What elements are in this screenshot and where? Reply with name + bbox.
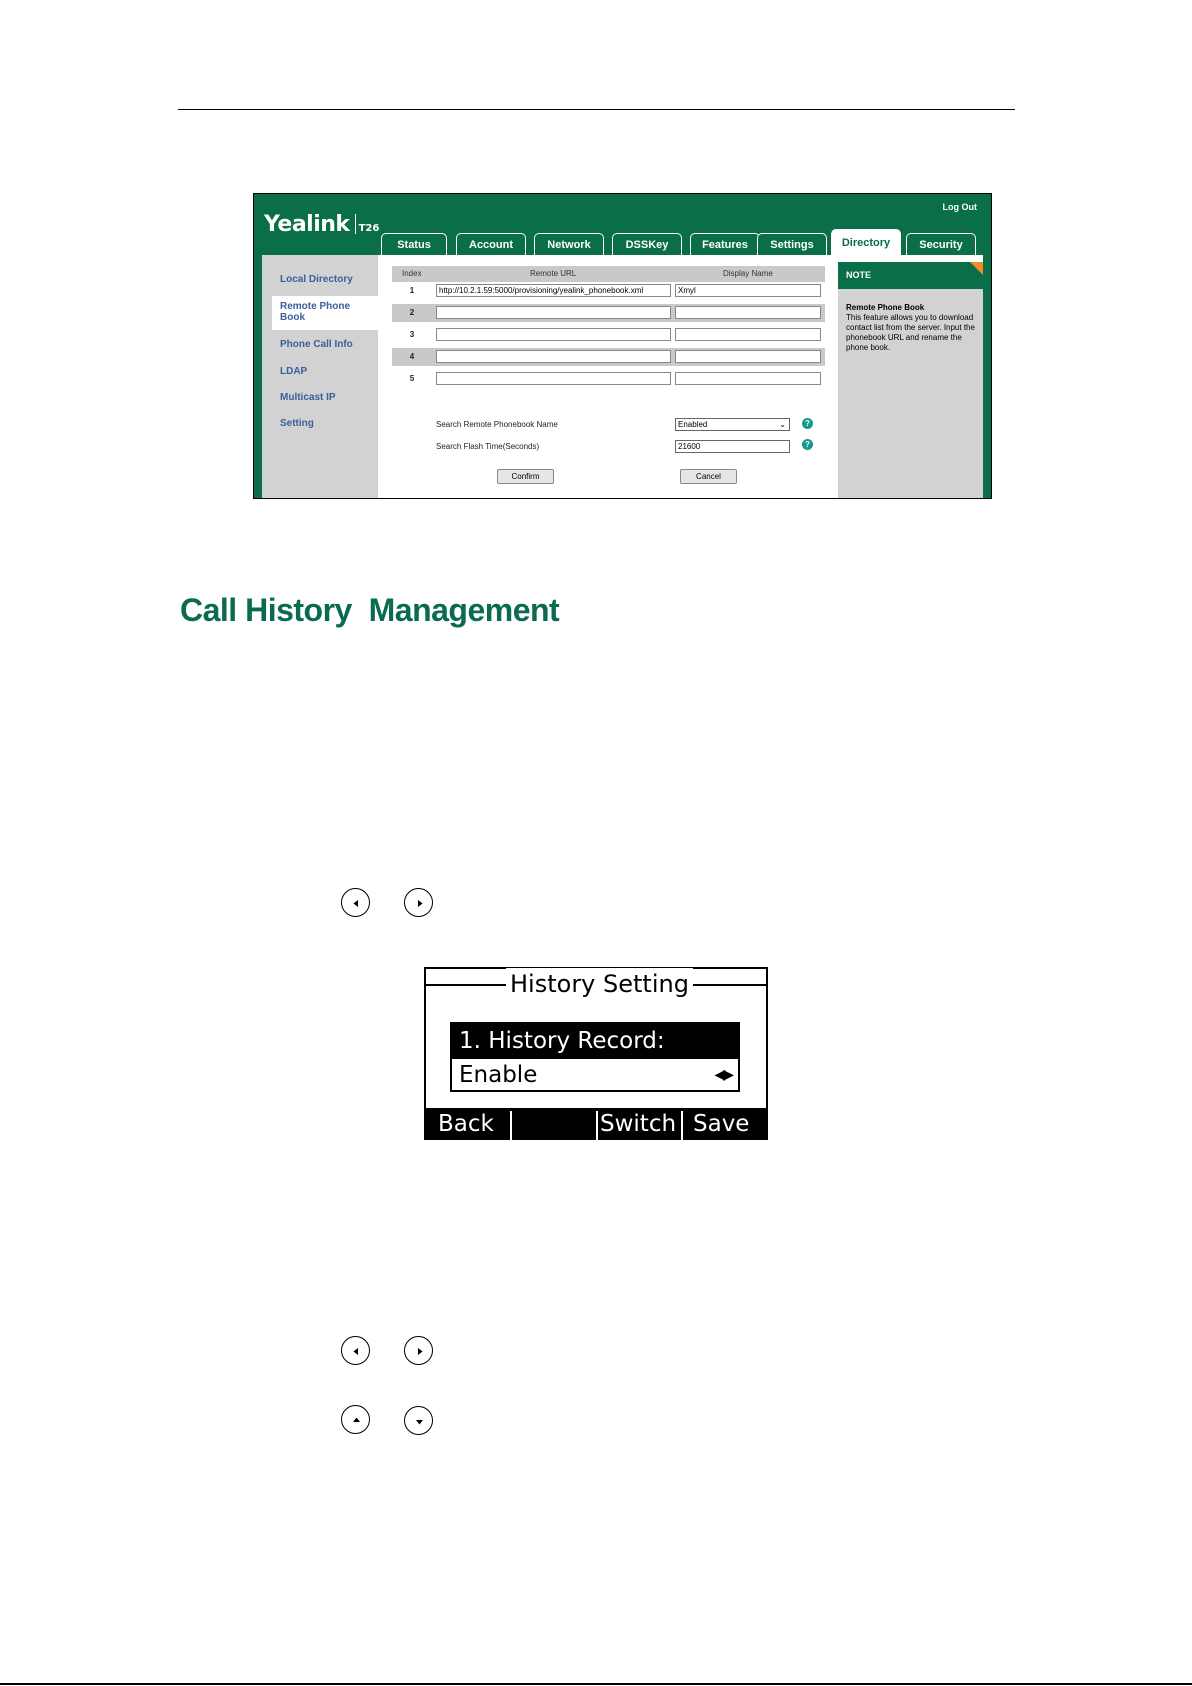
left-right-arrows-icon: ◀▶ bbox=[714, 1067, 732, 1083]
note-panel bbox=[838, 262, 983, 499]
row-index: 4 bbox=[409, 352, 415, 361]
nav-up-icon bbox=[341, 1405, 370, 1434]
footer-rule bbox=[0, 1683, 1192, 1685]
yealink-logo: Yealink T26 bbox=[264, 212, 380, 237]
nav-left-icon bbox=[341, 888, 370, 917]
logout-link[interactable]: Log Out bbox=[942, 202, 977, 212]
sidebar bbox=[262, 255, 378, 499]
note-header: NOTE bbox=[838, 262, 983, 289]
row-index: 3 bbox=[409, 330, 415, 339]
chevron-down-icon: ⌄ bbox=[779, 420, 786, 429]
nav-right-icon bbox=[404, 888, 433, 917]
flash-time-label: Search Flash Time(Seconds) bbox=[436, 442, 540, 451]
display-name-input[interactable] bbox=[675, 306, 821, 319]
tab-account[interactable]: Account bbox=[456, 233, 526, 255]
nav-down-icon bbox=[404, 1406, 433, 1435]
row-index: 1 bbox=[409, 286, 415, 295]
softkey-switch[interactable]: Switch bbox=[600, 1111, 677, 1137]
lcd-selected-item[interactable] bbox=[450, 1022, 740, 1092]
table-row bbox=[392, 304, 825, 322]
remote-url-input[interactable] bbox=[436, 306, 671, 319]
flash-time-input[interactable]: 21600 bbox=[675, 440, 790, 453]
table-row bbox=[392, 326, 825, 344]
confirm-button[interactable]: Confirm bbox=[497, 469, 554, 484]
note-corner bbox=[970, 262, 983, 275]
lcd-item-label: 1. History Record: bbox=[452, 1024, 738, 1059]
col-remote-url: Remote URL bbox=[530, 269, 577, 278]
display-name-input[interactable]: Xmyl bbox=[675, 284, 821, 297]
softkey-back[interactable]: Back bbox=[438, 1111, 494, 1137]
content-area bbox=[262, 255, 983, 499]
softkey-save[interactable]: Save bbox=[693, 1111, 750, 1137]
sidebar-item-setting[interactable]: Setting bbox=[280, 418, 314, 429]
sidebar-item-local-directory[interactable]: Local Directory bbox=[280, 274, 353, 285]
section-heading: Call History Management bbox=[180, 592, 560, 628]
sidebar-item-ldap[interactable]: LDAP bbox=[280, 366, 308, 377]
tab-dsskey[interactable]: DSSKey bbox=[612, 233, 682, 255]
display-name-input[interactable] bbox=[675, 350, 821, 363]
sidebar-item-remote-phone-book[interactable]: Remote Phone Book bbox=[280, 301, 351, 323]
cancel-button[interactable]: Cancel bbox=[680, 469, 737, 484]
lcd-title: History Setting bbox=[506, 968, 693, 1000]
display-name-input[interactable] bbox=[675, 328, 821, 341]
note-text: This feature allows you to download contact list from the server. Input the phonebook URL and rename the phone book. bbox=[846, 313, 975, 352]
search-name-select[interactable]: Enabled ⌄ bbox=[675, 418, 790, 431]
softkey-empty[interactable] bbox=[512, 1108, 592, 1140]
table-header bbox=[392, 266, 825, 282]
table-row bbox=[392, 282, 825, 300]
main-tabs bbox=[254, 233, 991, 255]
row-index: 5 bbox=[409, 374, 415, 383]
remote-url-input[interactable] bbox=[436, 372, 671, 385]
tab-features[interactable]: Features bbox=[690, 233, 760, 255]
header-rule bbox=[178, 109, 1015, 110]
remote-url-input[interactable]: http://10.2.1.59:5000/provisioning/yealink_phonebook.xml bbox=[436, 284, 671, 297]
note-title: Remote Phone Book bbox=[846, 303, 925, 312]
lcd-softkey-bar bbox=[424, 1108, 768, 1140]
sidebar-item-multicast-ip[interactable]: Multicast IP bbox=[280, 392, 336, 403]
col-display-name: Display Name bbox=[723, 269, 773, 278]
web-ui-screenshot bbox=[253, 193, 992, 499]
nav-right-icon bbox=[404, 1336, 433, 1365]
col-index: Index bbox=[402, 269, 422, 278]
tab-security[interactable]: Security bbox=[906, 233, 976, 255]
tab-status[interactable]: Status bbox=[381, 233, 447, 255]
table-row bbox=[392, 370, 825, 388]
tab-directory[interactable]: Directory bbox=[831, 229, 901, 256]
tab-settings[interactable]: Settings bbox=[757, 233, 827, 255]
help-icon[interactable]: ? bbox=[802, 418, 813, 429]
remote-url-input[interactable] bbox=[436, 328, 671, 341]
row-index: 2 bbox=[409, 308, 415, 317]
remote-url-input[interactable] bbox=[436, 350, 671, 363]
lcd-item-value: Enable bbox=[459, 1062, 538, 1088]
search-name-label: Search Remote Phonebook Name bbox=[436, 420, 558, 429]
tab-network[interactable]: Network bbox=[534, 233, 604, 255]
display-name-input[interactable] bbox=[675, 372, 821, 385]
help-icon[interactable]: ? bbox=[802, 439, 813, 450]
phone-lcd-screen bbox=[424, 967, 768, 1140]
table-row bbox=[392, 348, 825, 366]
sidebar-item-phone-call-info[interactable]: Phone Call Info bbox=[280, 339, 353, 350]
nav-left-icon bbox=[341, 1336, 370, 1365]
